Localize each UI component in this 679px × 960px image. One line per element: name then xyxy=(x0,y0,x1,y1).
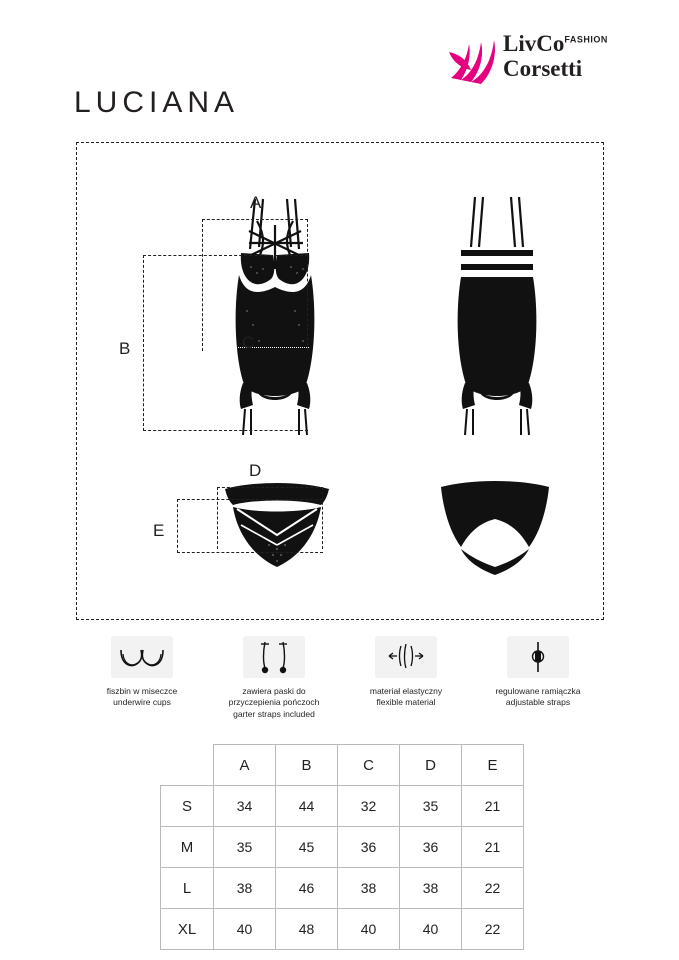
table-cell: 32 xyxy=(338,786,400,827)
table-cell: 36 xyxy=(338,827,400,868)
table-cell: 46 xyxy=(276,868,338,909)
measure-e-label: E xyxy=(153,521,165,540)
brand-line-1 xyxy=(503,32,608,55)
table-row-header-m: M xyxy=(161,827,214,868)
table-cell: 34 xyxy=(214,786,276,827)
table-cell: 22 xyxy=(462,909,524,950)
feature-icon-row xyxy=(76,636,604,736)
feature-caption-line-3: garter straps included xyxy=(233,708,315,719)
table-cell: 45 xyxy=(276,827,338,868)
table-cell: 36 xyxy=(400,827,462,868)
feature-caption-line-1: materiał elastyczny xyxy=(369,686,443,696)
measure-d-label: D xyxy=(249,461,262,480)
feature-caption xyxy=(208,686,340,720)
underwire-cups-icon xyxy=(111,636,173,678)
table-row xyxy=(161,827,524,868)
table-row xyxy=(161,786,524,827)
feature-flexible-material xyxy=(340,636,472,709)
brand-line-1-text: LivCo xyxy=(503,31,565,56)
table-row-header-xl: XL xyxy=(161,909,214,950)
table-col-header-b: B xyxy=(276,745,338,786)
table-col-header-e: E xyxy=(462,745,524,786)
bodysuit-back-illustration xyxy=(417,191,577,441)
feature-caption-line-1: zawiera paski do xyxy=(242,686,306,696)
feature-caption-line-2: underwire cups xyxy=(113,697,171,708)
table-row xyxy=(161,868,524,909)
table-col-header-c: C xyxy=(338,745,400,786)
flexible-material-icon xyxy=(375,636,437,678)
size-table xyxy=(160,744,524,950)
table-cell: 38 xyxy=(214,868,276,909)
measure-c-line xyxy=(219,347,309,348)
table-col-header-a: A xyxy=(214,745,276,786)
table-cell: 38 xyxy=(400,868,462,909)
table-header-row xyxy=(161,745,524,786)
table-corner-cell xyxy=(161,745,214,786)
feature-caption-line-1: fiszbin w miseczce xyxy=(106,686,178,696)
page-title: LUCIANA xyxy=(74,86,240,119)
adjustable-straps-icon xyxy=(507,636,569,678)
table-cell: 48 xyxy=(276,909,338,950)
table-row-header-s: S xyxy=(161,786,214,827)
feature-garter-straps xyxy=(208,636,340,720)
feature-adjustable-straps xyxy=(472,636,604,709)
table-cell: 40 xyxy=(338,909,400,950)
garter-straps-icon xyxy=(243,636,305,678)
brand-logo xyxy=(447,28,627,90)
feature-caption xyxy=(76,686,208,709)
feature-caption-line-2: przyczepienia pończoch xyxy=(228,697,320,708)
table-cell: 40 xyxy=(400,909,462,950)
table-cell: 38 xyxy=(338,868,400,909)
table-cell: 35 xyxy=(214,827,276,868)
feature-caption-line-2: flexible material xyxy=(376,697,436,708)
table-col-header-d: D xyxy=(400,745,462,786)
feature-caption-line-1: regulowane ramiączka xyxy=(495,686,581,696)
table-cell: 40 xyxy=(214,909,276,950)
brand-wordmark xyxy=(503,32,608,80)
table-cell: 22 xyxy=(462,868,524,909)
product-diagram-panel xyxy=(76,142,604,620)
livco-corsetti-logo-icon xyxy=(447,30,507,86)
measure-a-label: A xyxy=(250,193,262,212)
table-row-header-l: L xyxy=(161,868,214,909)
brand-line-2: Corsetti xyxy=(503,56,583,81)
panty-back-illustration xyxy=(425,473,565,583)
feature-caption-line-2: adjustable straps xyxy=(505,697,571,708)
table-cell: 21 xyxy=(462,827,524,868)
brand-superscript: FASHION xyxy=(564,34,608,45)
feature-caption xyxy=(340,686,472,709)
table-row xyxy=(161,909,524,950)
measure-e-bracket xyxy=(177,499,323,553)
table-cell: 21 xyxy=(462,786,524,827)
measure-b-bracket xyxy=(143,255,308,431)
table-cell: 44 xyxy=(276,786,338,827)
feature-underwire-cups xyxy=(76,636,208,709)
feature-caption xyxy=(472,686,604,709)
measure-b-label: B xyxy=(119,339,131,358)
table-cell: 35 xyxy=(400,786,462,827)
measure-c-label: C xyxy=(242,333,255,352)
